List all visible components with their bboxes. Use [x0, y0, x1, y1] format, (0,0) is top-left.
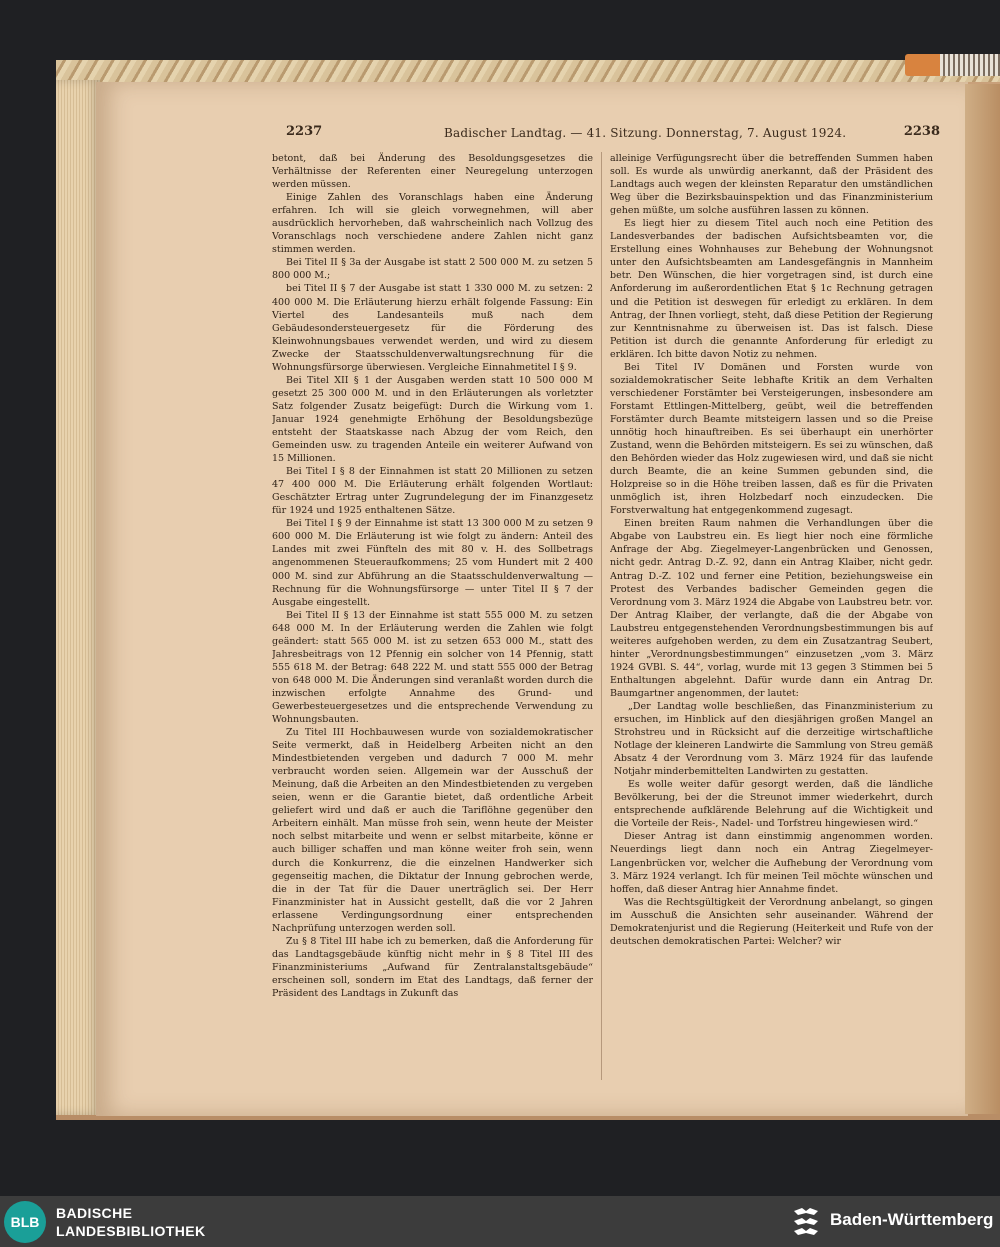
- right-page-number: 2238: [903, 124, 940, 139]
- state-name[interactable]: Baden-Württemberg: [830, 1210, 994, 1229]
- book-gutter: [965, 84, 1000, 1114]
- paragraph: Einen breiten Raum nahmen die Verhandlungen über die Abgabe von Laubstreu ein. Es liegt hier noch eine förmliche Anfrage der Abg. Ziegelmeyer-Langenbrücken und Genossen, nicht gedr. Antrag D.-Z. 92, dann ein Antrag Klaiber, nicht gedr. Antrag D.-Z. 102 und ferner eine Petition, beziehungsweise ein Protest des Verbandes badischer Gemeinden gegen die Verordnung vom 3. März 1924 die Abgabe von Laubstreu betr. vor. Der Antrag Klaiber, der verlangte, daß die der Abgabe von Laubstreu entgegenstehenden Verordnungsbestimmungen bis auf weiteres aufgehoben werden, zu dem ein Zusatzantrag Seubert, hinter „Verordnungsbestimmungen“ einzusetzen „vom 3. März 1924 GVBl. S. 44“, vorlag, wurde mit 13 gegen 3 Stimmen bei 5 Enthaltungen abgelehnt. Dafür wurde dann ein Antrag Dr. Baumgartner angenommen, der lautet:: [610, 518, 933, 699]
- quoted-motion: „Der Landtag wolle beschließen, das Finanzministerium zu ersuchen, im Hinblick auf den diesjährigen großen Mangel an Strohstreu und in Rücksicht auf die derzeitige wirtschaftliche Notlage der kleineren Landwirte die Sammlung von Streu gemäß Absatz 4 der Verordnung vom 3. März 1924 für das laufende Notjahr minderbemittelten Landwirten zu gestatten.: [614, 700, 933, 778]
- baden-wuerttemberg-lions-icon: [790, 1205, 822, 1239]
- library-name-line2[interactable]: LANDESBIBLIOTHEK: [56, 1223, 206, 1239]
- footer-bar: [0, 1196, 1000, 1247]
- paragraph: bei Titel II § 7 der Ausgabe ist statt 1 330 000 M. zu setzen: 2 400 000 M. Die Erläuterung hierzu erhält folgende Fassung: Ein Viertel des Landesanteils muß nach dem Gebäudesondersteuergesetz für die Förderung des Kleinwohnungsbaues verwendet werden, und wird zu diesem Zwecke der Staatsschuldenverwaltungsrechnung für die Wohnungsfürsorge überwiesen. Vergleiche Einnahmetitel I § 9.: [272, 283, 593, 373]
- right-column: [610, 152, 933, 1087]
- paragraph: Bei Titel IV Domänen und Forsten wurde von sozialdemokratischer Seite lebhafte Kritik an dem Verhalten verschiedener Forstämter bei Versteigerungen, insbesondere am Forstamt Ettlingen-Mittelberg, geübt, weil die betreffenden Forstämter durch Beamte mitsteigern lassen und so die Preise unnötig hoch hinauftreiben. Es sei überhaupt ein unerhörter Zustand, wenn die Behörden mitsteigern. Es sei zu wünschen, daß den Behörden wieder das Holz zugewiesen wird, und daß sie nicht durch Beamte, die an keine Summen gebunden sind, die Holzpreise so in die Höhe treiben lassen, daß es für die Privaten unmöglich ist, ihren Holzbedarf noch einzudecken. Die Forstverwaltung hat entgegenkommend zugesagt.: [610, 361, 933, 517]
- paragraph: Bei Titel XII § 1 der Ausgaben werden statt 10 500 000 M gesetzt 25 300 000 M. und in den Erläuterungen als vorletzter Satz folgender Zusatz beigefügt: Durch die Wirkung vom 1. Januar 1924 genehmigte Erhöhung der Besoldungsbezüge entsteht der Staatskasse nach Abzug der vom Reich, den Gemeinden usw. zu tragenden Anteile ein weiterer Aufwand von 15 Millionen.: [272, 374, 593, 465]
- blb-logo[interactable]: BLB: [4, 1201, 46, 1243]
- paragraph: Bei Titel I § 9 der Einnahme ist statt 13 300 000 M zu setzen 9 600 000 M. Die Erläuterung ist wie folgt zu ändern: Anteil des Landes mit zwei Fünfteln des mit 80 v. H. des Sollbetrags angenommenen Steueraufkommens; 25 vom Hundert mit 2 400 000 M. sind zur Abführung an die Staatsschuldenverwaltung — Rechnung für die Wohnungsfürsorge — unter Titel II § 7 der Ausgabe eingestellt.: [272, 518, 593, 608]
- paragraph: Es liegt hier zu diesem Titel auch noch eine Petition des Landesverbandes der badischen Aufsichtsbeamten vor, die Erstellung eines Wohnhauses zur Behebung der Wohnungsnot unter den Aufsichtsbeamten am Landesgefängnis in Mannheim betr. Den Wünschen, die hier vorgetragen sind, ist durch eine Anforderung im außerordentlichen Etat § 1c Rechnung getragen und die Petition ist deswegen für erledigt zu erklären. In dem Antrag, der Ihnen vorliegt, steht, daß diese Petition der Regierung zur Kenntnisnahme zu überweisen ist. Das ist falsch. Diese Petition ist durch die genannte Anforderung für erledigt zu erklären. Ich bitte davon Notiz zu nehmen.: [610, 218, 933, 360]
- bookmark-tab: [905, 54, 1000, 76]
- left-column: [272, 152, 593, 1087]
- color-scale-strip: [940, 54, 1000, 76]
- paragraph: betont, daß bei Änderung des Besoldungsgesetzes die Verhältnisse der Referenten einer Neuregelung unterzogen werden müssen.: [272, 153, 593, 191]
- quoted-motion: Es wolle weiter dafür gesorgt werden, daß die ländliche Bevölkerung, bei der die Streunot immer wiederkehrt, durch entsprechende aufklärende Belehrung auf die Wichtigkeit und die Vorteile der Reis-, Nadel- und Torfstreu hingewiesen wird.“: [614, 779, 933, 830]
- left-page-number: 2237: [286, 124, 323, 139]
- paragraph: Einige Zahlen des Voranschlags haben eine Änderung erfahren. Ich will sie gleich vorwegnehmen, will aber ausdrücklich hervorheben, daß wahrscheinlich nach Vollzug des Voranschlags noch verschiedene andere Zahlen nicht ganz stimmen werden.: [272, 192, 593, 256]
- paragraph: Zu § 8 Titel III habe ich zu bemerken, daß die Anforderung für das Landtagsgebäude künftig nicht mehr in § 8 Titel III des Finanzministeriums „Aufwand für Zentralanstaltsgebäude“ erscheinen soll, sondern im Etat des Landtags, daß ferner der Präsident des Landtags in Zukunft das: [272, 935, 593, 999]
- running-head: Badischer Landtag. — 41. Sitzung. Donnerstag, 7. August 1924.: [444, 126, 847, 140]
- paragraph: alleinige Verfügungsrecht über die betreffenden Summen haben soll. Es wurde als unwürdig anerkannt, daß der Präsident des Landtags auch wegen der kleinsten Reparatur den umständlichen Weg über die Bezirksbauinspektion und das Finanzministerium gehen müßte, um solche ausführen lassen zu können.: [610, 153, 933, 217]
- book-page-stack: [56, 80, 100, 1115]
- page-header: [250, 124, 950, 146]
- column-divider: [601, 152, 602, 1080]
- library-name-line1[interactable]: BADISCHE: [56, 1205, 133, 1221]
- marbled-page-edge: [56, 60, 1000, 82]
- paragraph: Bei Titel I § 8 der Einnahmen ist statt 20 Millionen zu setzen 47 400 000 M. Die Erläuterung erhält folgenden Wortlaut: Geschätzter Ertrag unter Zugrundelegung der im Finanzgesetz für 1924 und 1925 enthaltenen Sätze.: [272, 466, 593, 517]
- paragraph: Bei Titel II § 3a der Ausgabe ist statt 2 500 000 M. zu setzen 5 800 000 M.;: [272, 257, 593, 282]
- paragraph: Bei Titel II § 13 der Einnahme ist statt 555 000 M. zu setzen 648 000 M. In der Erläuterung werden die Zahlen wie folgt geändert: statt 565 000 M. ist zu setzen 653 000 M., statt des Jahresbeitrags von 12 Pfennig ein solcher von 14 Pfennig, statt 555 618 M. der Betrag: 648 222 M. und statt 555 000 der Betrag von 648 000 M. Die Änderungen sind veranlaßt worden durch die inzwischen erfolgte Annahme des Grund- und Gewerbesteuergesetzes und die entsprechende Verwendung zu Wohnungsbauten.: [272, 609, 593, 726]
- paragraph: Zu Titel III Hochbauwesen wurde von sozialdemokratischer Seite vermerkt, daß in Heidelberg Arbeiten nicht an den Mindestbietenden vergeben und dadurch 7 000 M. mehr verbraucht worden seien. Allgemein war der Ausschuß der Meinung, daß die Arbeiten an den Mindestbietenden zu vergeben seien, wenn er die Garantie bietet, daß ordentliche Arbeit geliefert wird und daß er auch die Tariflöhne gegenüber den Arbeitern einhält. Man müsse froh sein, wenn heute der Meister noch selbst mitarbeite und wenn er selbst mitarbeite, könne er auch billiger schaffen und man könne weiter froh sein, wenn durch die Konkurrenz, die die einzelnen Handwerker sich gegenseitig machen, die Diktatur der Innung gebrochen werde, die in der Tat für die Dauer unerträglich sei. Der Herr Finanzminister hat in Aussicht gestellt, daß die vor 2 Jahren erlassene Verdingungsordnung einer entsprechenden Nachprüfung unterzogen werden soll.: [272, 727, 593, 934]
- paragraph: Was die Rechtsgültigkeit der Verordnung anbelangt, so gingen im Ausschuß die Ansichten sehr auseinander. Während der Demokratenjurist und die Regierung (Heiterkeit und Rufe von der deutschen demokratischen Partei: Welcher? wir: [610, 896, 933, 947]
- paragraph: Dieser Antrag ist dann einstimmig angenommen worden. Neuerdings liegt dann noch ein Antrag Ziegelmeyer-Langenbrücken vor, welcher die Aufhebung der Verordnung vom 3. März 1924 verlangt. Ich für meinen Teil möchte wünschen und hoffen, daß dieser Antrag hier Annahme findet.: [610, 831, 933, 895]
